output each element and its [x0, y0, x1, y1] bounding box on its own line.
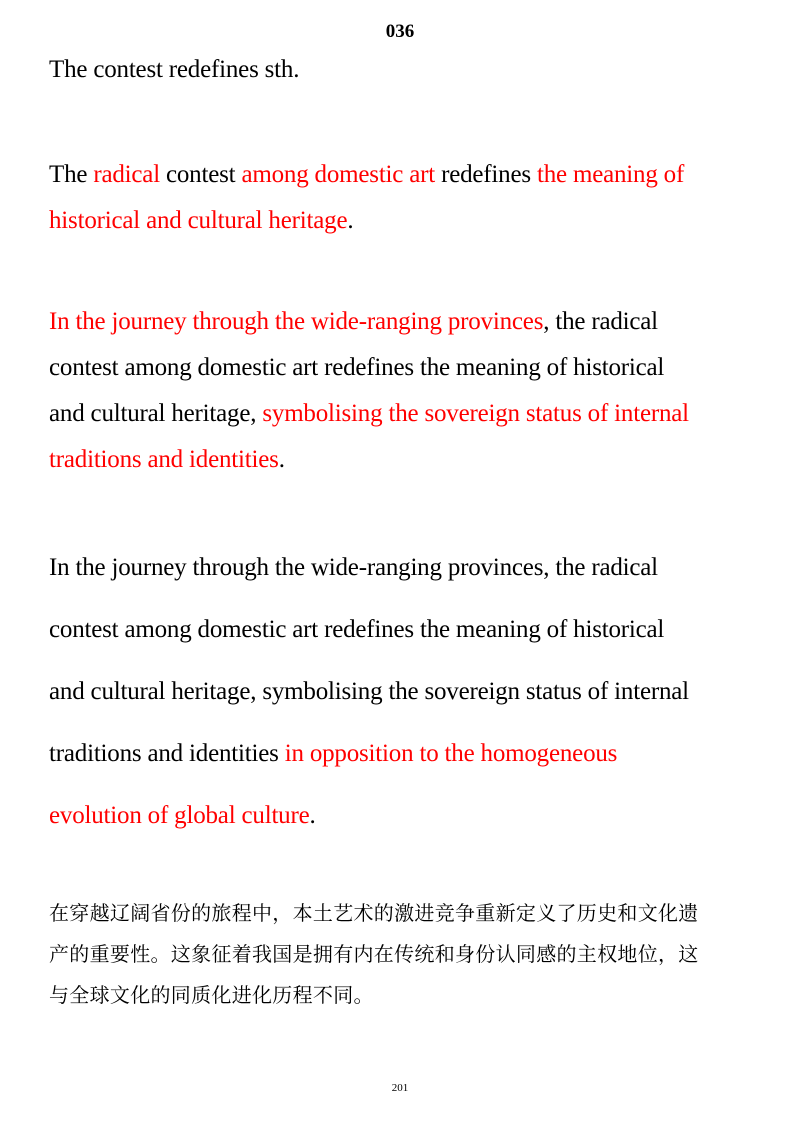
full-line-2: contest among domestic art redefines the meaning of historical [49, 616, 665, 643]
core-line: The contest redefines sth. [49, 56, 300, 83]
highlight-heritage: historical and cultural heritage [49, 207, 348, 234]
chinese-translation [49, 893, 769, 1016]
expanded2-line-4 [49, 437, 769, 483]
expanded2-line-1 [49, 299, 769, 345]
sentence-expanded-1 [49, 152, 769, 244]
text-segment: redefines [435, 161, 537, 188]
full-line-3: and cultural heritage, symbolising the sovereign status of internal [49, 678, 689, 705]
full-line-4 [49, 723, 769, 785]
sentence-core [49, 52, 769, 88]
highlight-journey: In the journey through the wide-ranging provinces [49, 308, 544, 335]
sentence-expanded-2 [49, 299, 769, 483]
translation-line-3: 与全球文化的同质化进化历程不同。 [49, 983, 374, 1007]
highlight-symbolising: symbolising the sovereign status of internal [262, 400, 689, 427]
text-segment: traditions and identities [49, 740, 285, 767]
page-number: 201 [391, 1082, 409, 1094]
text-segment: . [278, 446, 285, 473]
text-segment: , the radical [543, 308, 658, 335]
highlight-evolution: evolution of global culture [49, 802, 310, 829]
text-segment: . [309, 802, 316, 829]
highlight-among-domestic-art: among domestic art [241, 161, 436, 188]
highlight-radical: radical [93, 161, 160, 188]
text-segment: . [347, 207, 354, 234]
translation-line-2: 产的重要性。这象征着我国是拥有内在传统和身份认同感的主权地位，这 [49, 942, 699, 966]
text-segment: The [49, 161, 94, 188]
expanded1-line-2 [49, 198, 769, 244]
entry-number: 036 [385, 21, 415, 42]
text-segment: and cultural heritage, [49, 400, 263, 427]
sentence-full [49, 537, 769, 847]
translation-line-1: 在穿越辽阔省份的旅程中，本土艺术的激进竞争重新定义了历史和文化遗 [49, 901, 699, 925]
highlight-traditions: traditions and identities [49, 446, 279, 473]
expanded1-line-1 [49, 152, 769, 198]
full-line-5 [49, 785, 769, 847]
expanded2-line-2: contest among domestic art redefines the meaning of historical [49, 354, 665, 381]
highlight-meaning-of: the meaning of [536, 161, 685, 188]
highlight-opposition: in opposition to the homogeneous [284, 740, 618, 767]
text-segment: contest [159, 161, 242, 188]
expanded2-line-3 [49, 391, 769, 437]
full-line-1: In the journey through the wide-ranging provinces, the radical [49, 554, 658, 581]
